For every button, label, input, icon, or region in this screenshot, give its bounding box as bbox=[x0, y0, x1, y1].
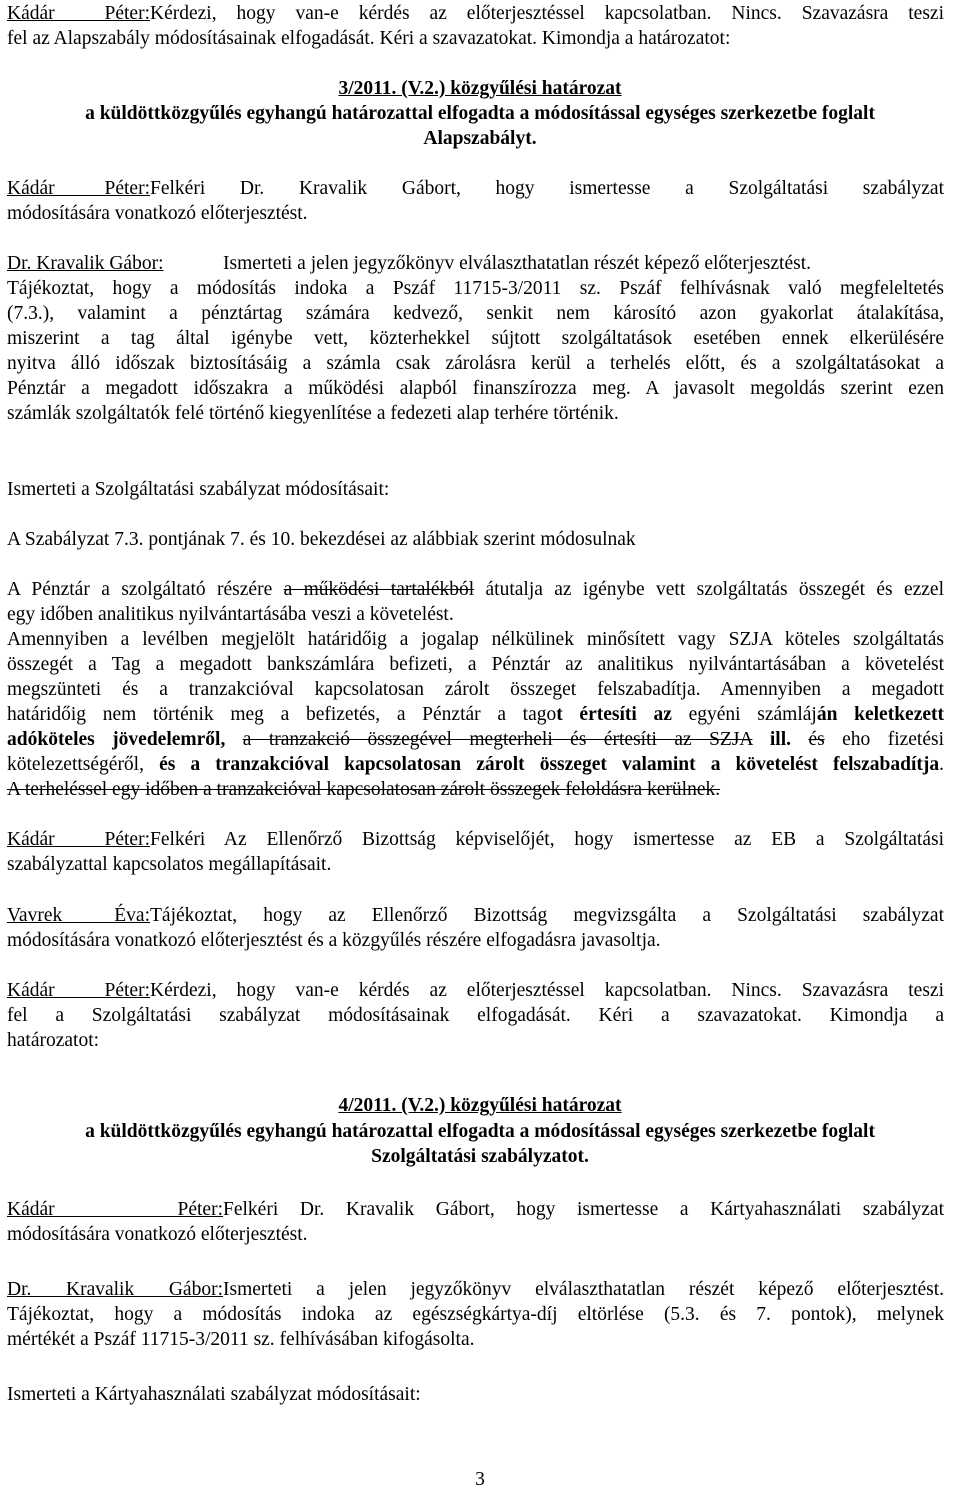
text-run: A Pénztár a szolgáltató részére bbox=[7, 579, 284, 600]
text-run bbox=[791, 729, 808, 750]
resolution-body: a küldöttközgyűlés egyhangú határozattal elfogadta a módosítással egységes szerkezetbe foglalt bbox=[85, 103, 875, 124]
speaker-name: Kádár Péter: bbox=[7, 980, 150, 1001]
paragraph-line: egy időben analitikus nyilvántartásába veszi a követelést. bbox=[7, 604, 454, 625]
paragraph-line: Ismerteti a Szolgáltatási szabályzat módosításait: bbox=[7, 479, 390, 500]
bold-text: ill. bbox=[769, 729, 792, 750]
paragraph-line bbox=[7, 828, 944, 853]
paragraph-text: Felkéri Dr. Kravalik Gábort, hogy ismertesse a Kártyahasználati szabályzat bbox=[223, 1199, 944, 1220]
paragraph-text: Ismerteti a jelen jegyzőkönyv elválaszthatatlan részét képező előterjesztést. bbox=[223, 1279, 944, 1300]
paragraph-line: határozatot: bbox=[7, 1030, 100, 1051]
paragraph-text: Felkéri Dr. Kravalik Gábort, hogy ismertesse a Szolgáltatási szabályzat bbox=[150, 178, 944, 199]
paragraph-line bbox=[7, 252, 944, 277]
resolution-body: Szolgáltatási szabályzatot. bbox=[371, 1146, 589, 1167]
paragraph-line bbox=[7, 1198, 944, 1223]
text-run: határidőig nem történik meg a befizetés, a Pénztár a tago bbox=[7, 704, 557, 725]
struck-text: és bbox=[808, 729, 825, 750]
paragraph-line: módosítására vonatkozó előterjesztést és a közgyűlés részére elfogadásra javasoltja. bbox=[7, 930, 661, 951]
paragraph-line: számlák szolgáltatók felé történő kiegyenlítése a fedezeti alap terhére történik. bbox=[7, 403, 619, 424]
paragraph-line bbox=[7, 177, 944, 202]
paragraph-line bbox=[7, 703, 944, 728]
paragraph-line: módosítására vonatkozó előterjesztést. bbox=[7, 203, 308, 224]
bold-text: adóköteles jövedelemről, bbox=[7, 729, 226, 750]
paragraph-line bbox=[7, 1278, 944, 1303]
page-number: 3 bbox=[475, 1469, 485, 1490]
paragraph-line bbox=[7, 2, 944, 27]
speaker-name: Kádár Péter: bbox=[7, 178, 150, 199]
speaker-name: Dr. Kravalik Gábor: bbox=[7, 1279, 223, 1300]
bold-text: t értesíti az bbox=[556, 704, 672, 725]
resolution-title: 3/2011. (V.2.) közgyűlési határozat bbox=[338, 78, 622, 99]
paragraph-line: nyitva álló időszak biztosításáig a számla csak zárolásra kerül a terhelés előtt, és a szolgáltatásokat a bbox=[7, 353, 944, 374]
paragraph-line: szabályzattal kapcsolatos megállapításait. bbox=[7, 854, 332, 875]
paragraph-line bbox=[7, 728, 944, 753]
speaker-name: Kádár Péter: bbox=[7, 3, 150, 24]
struck-text: A terheléssel egy időben a tranzakcióval kapcsolatosan zárolt összegek feloldásra kerülnek. bbox=[7, 779, 721, 800]
resolution-title: 4/2011. (V.2.) közgyűlési határozat bbox=[338, 1095, 622, 1116]
resolution-body: a küldöttközgyűlés egyhangú határozattal elfogadta a módosítással egységes szerkezetbe foglalt bbox=[85, 1121, 875, 1142]
speaker-name: Vavrek Éva: bbox=[7, 905, 150, 926]
bold-text: és a tranzakcióval kapcsolatosan zárolt összeget valamint a követelést felszabadítja bbox=[159, 754, 940, 775]
paragraph-line bbox=[7, 979, 944, 1004]
paragraph-line bbox=[7, 904, 944, 929]
paragraph-line: Ismerteti a Kártyahasználati szabályzat módosításait: bbox=[7, 1384, 421, 1405]
resolution-body: Alapszabályt. bbox=[423, 128, 537, 149]
paragraph-line: megszünteti és a tranzakcióval kapcsolatosan zárolt összeget felszabadítja. Amennyiben a megadott bbox=[7, 679, 944, 700]
struck-text: a tranzakció összegével megterheli és értesíti az SZJA bbox=[242, 729, 753, 750]
paragraph-line: (7.3.), valamint a pénztártag számára kedvező, senkit nem károsító azon gyakorlat átalakítása, bbox=[7, 303, 944, 324]
paragraph-line: Pénztár a megadott időszakra a működési alapból finanszírozza meg. A javasolt megoldás szerint ezen bbox=[7, 378, 944, 399]
text-run: kötelezettségéről, bbox=[7, 754, 160, 775]
paragraph-line bbox=[7, 578, 944, 603]
paragraph-text: Kérdezi, hogy van-e kérdés az előterjesztéssel kapcsolatban. Nincs. Szavazásra teszi bbox=[150, 980, 944, 1001]
paragraph-line: fel az Alapszabály módosításainak elfogadását. Kéri a szavazatokat. Kimondja a határozatot: bbox=[7, 28, 731, 49]
text-run: egyéni számláj bbox=[671, 704, 817, 725]
text-run: . bbox=[939, 754, 944, 775]
paragraph-line: A Szabályzat 7.3. pontjának 7. és 10. bekezdései az alábbiak szerint módosulnak bbox=[7, 529, 636, 550]
text-run bbox=[752, 729, 769, 750]
speaker-name: Dr. Kravalik Gábor: bbox=[7, 253, 164, 274]
paragraph-line: Tájékoztat, hogy a módosítás indoka a Pszáf 11715-3/2011 sz. Pszáf felhívásnak való megfeleltetés bbox=[7, 278, 944, 299]
bold-text: án keletkezett bbox=[816, 704, 944, 725]
paragraph-text: Kérdezi, hogy van-e kérdés az előterjesztéssel kapcsolatban. Nincs. Szavazásra teszi bbox=[150, 3, 944, 24]
paragraph-text: Ismerteti a jelen jegyzőkönyv elválaszthatatlan részét képező előterjesztést. bbox=[223, 253, 811, 274]
paragraph-line: összegét a Tag a megadott bankszámlára befizeti, a Pénztár az analitikus nyilvántartásában a követelést bbox=[7, 654, 944, 675]
paragraph-line: Tájékoztat, hogy a módosítás indoka az egészségkártya-díj eltörlése (5.3. és 7. pontok), melynek bbox=[7, 1304, 944, 1325]
paragraph-line: fel a Szolgáltatási szabályzat módosításainak elfogadását. Kéri a szavazatokat. Kimondja a bbox=[7, 1005, 944, 1026]
text-run: átutalja az igénybe vett szolgáltatás összegét és ezzel bbox=[474, 579, 944, 600]
struck-text: a működési tartalékból bbox=[283, 579, 475, 600]
paragraph-text: Felkéri Az Ellenőrző Bizottság képviselőjét, hogy ismertesse az EB a Szolgáltatási bbox=[150, 829, 944, 850]
paragraph-text: Tájékoztat, hogy az Ellenőrző Bizottság megvizsgálta a Szolgáltatási szabályzat bbox=[150, 905, 944, 926]
paragraph-line bbox=[7, 778, 944, 803]
speaker-name: Kádár Péter: bbox=[7, 829, 150, 850]
paragraph-line: miszerint a tag által igénybe vett, közterhekkel sújtott szolgáltatások esetében ennek elkerülésére bbox=[7, 328, 944, 349]
paragraph-line: Amennyiben a levélben megjelölt határidőig a jogalap nélkülinek minősített vagy SZJA köteles szolgáltatás bbox=[7, 629, 944, 650]
text-run: eho fizetési bbox=[824, 729, 945, 750]
paragraph-line bbox=[7, 753, 944, 778]
speaker-name: Kádár Péter: bbox=[7, 1199, 223, 1220]
paragraph-line: mértékét a Pszáf 11715-3/2011 sz. felhívásában kifogásolta. bbox=[7, 1329, 475, 1350]
paragraph-line: módosítására vonatkozó előterjesztést. bbox=[7, 1224, 308, 1245]
